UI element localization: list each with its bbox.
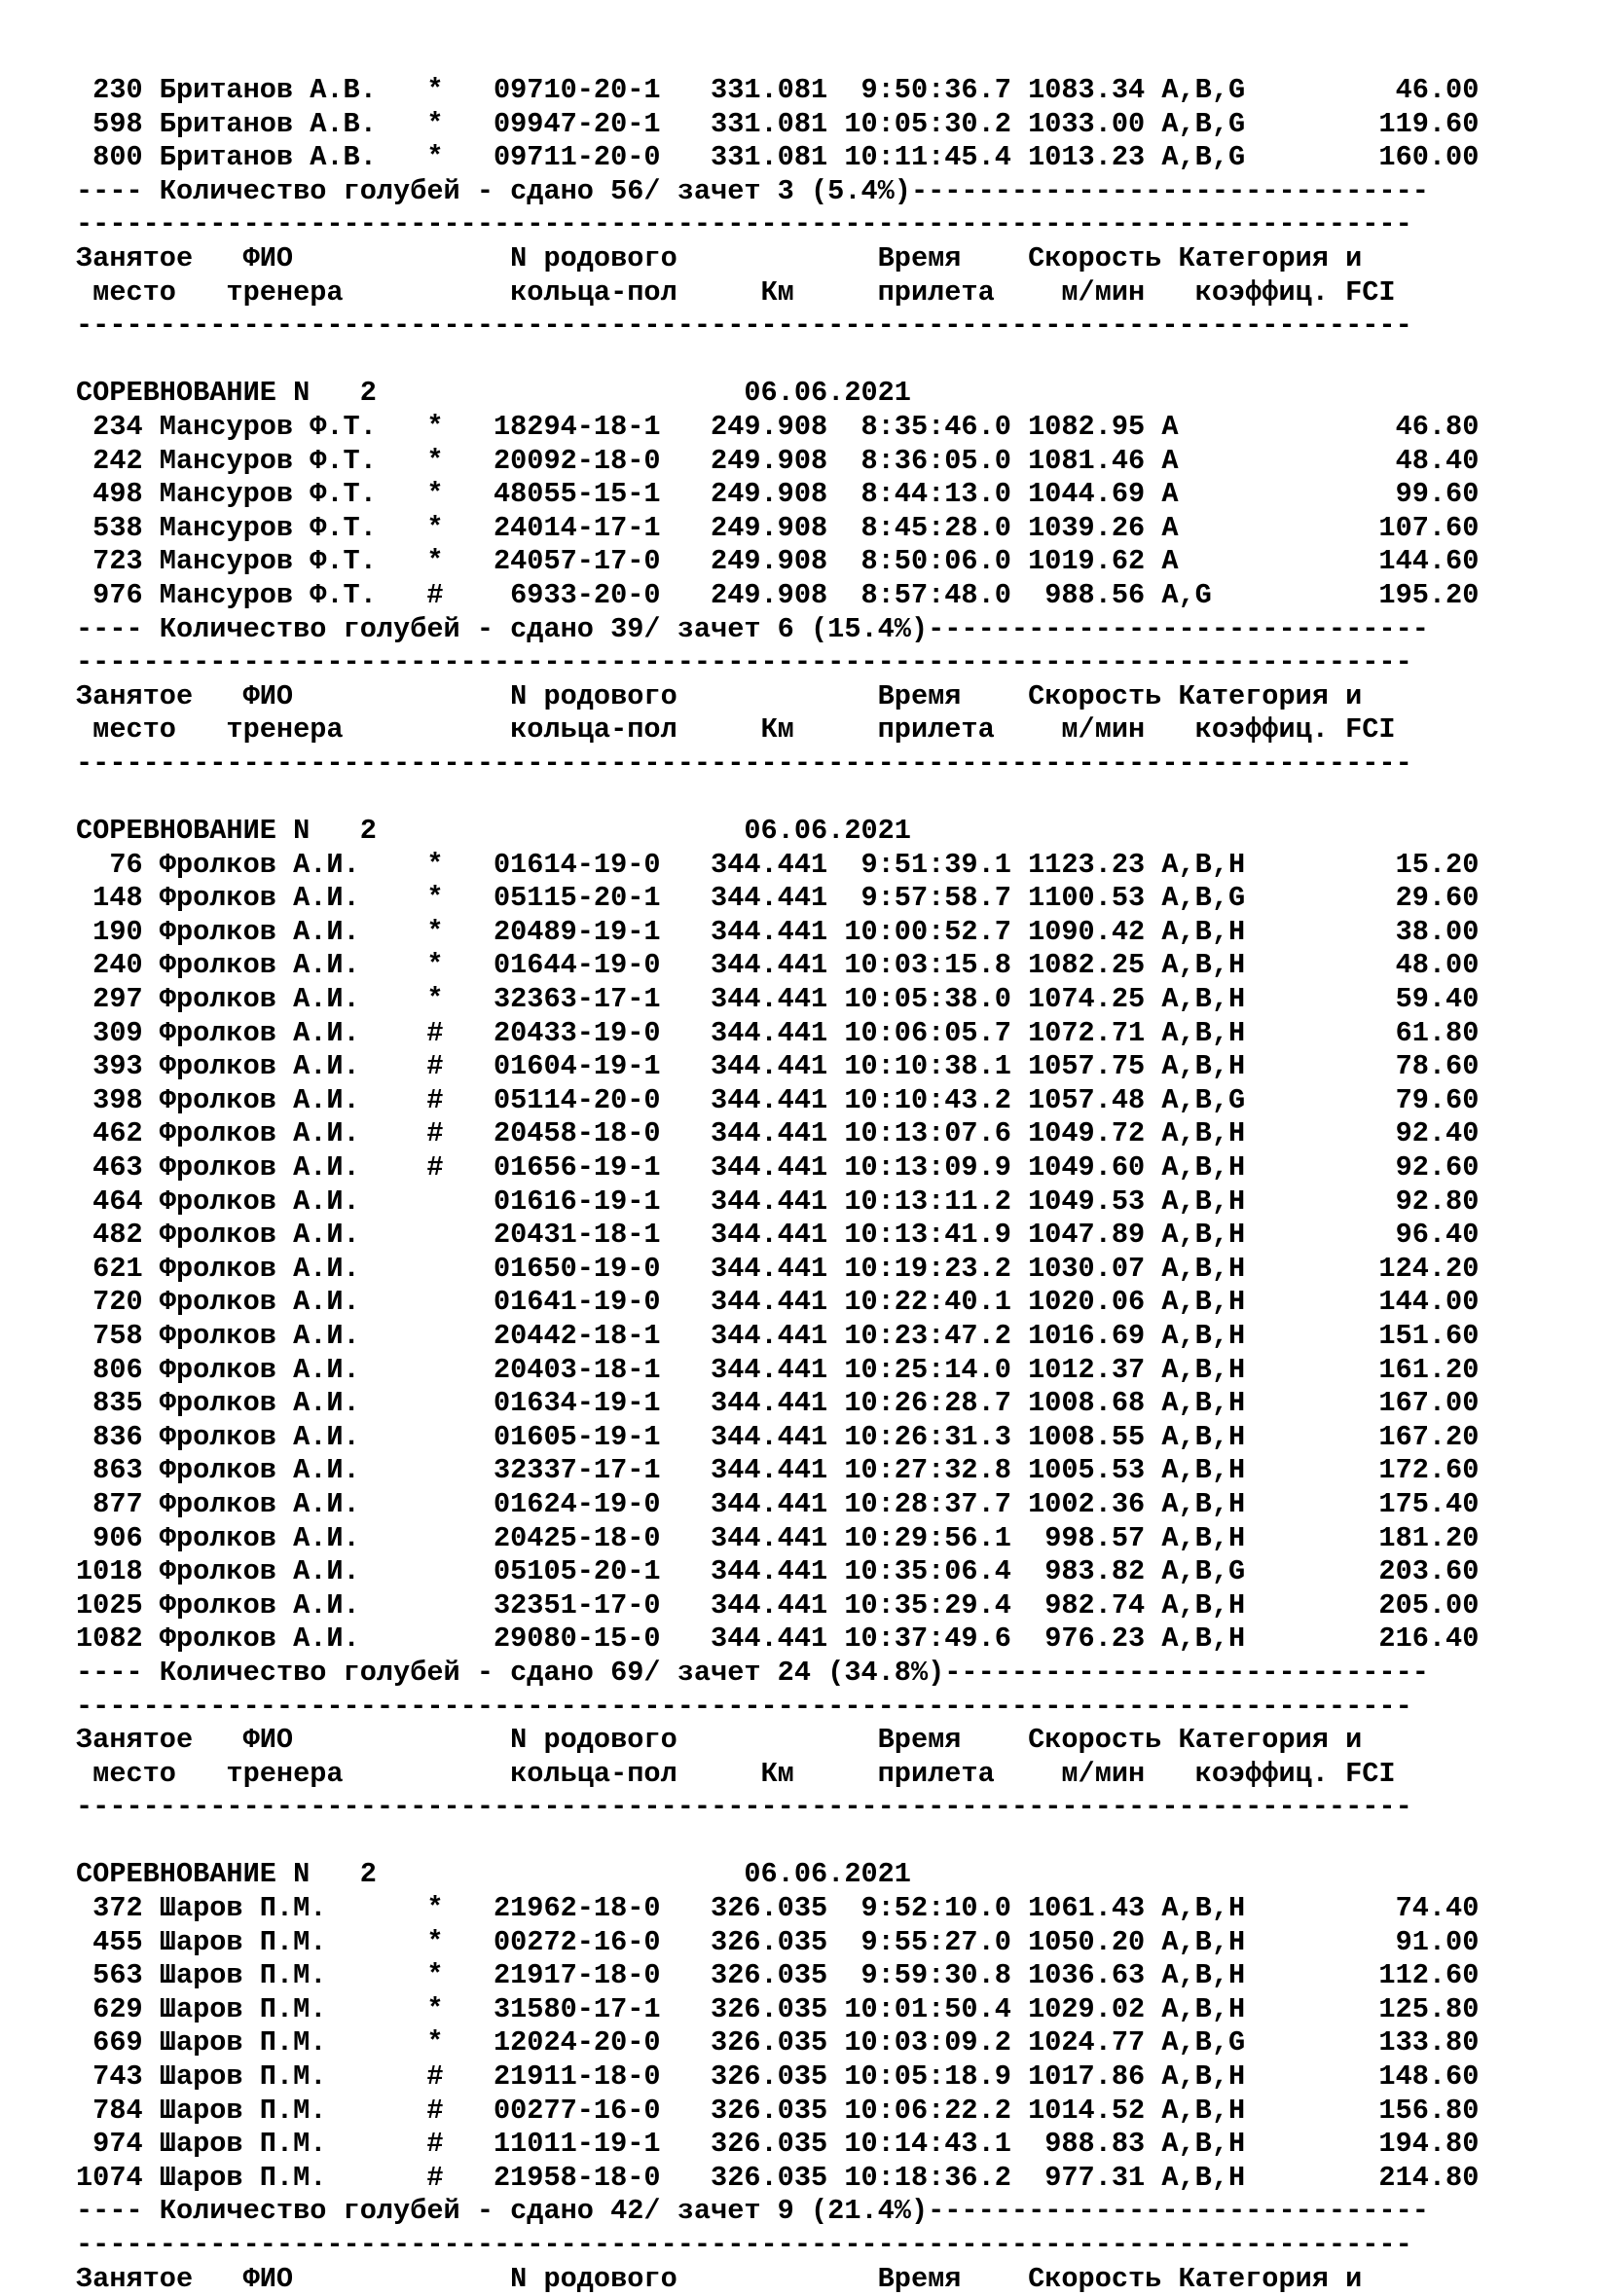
table-row: 297 Фролков А.И. * 32363-17-1 344.441 10:05:38.0 1074.25 A,B,H 59.40 [76,983,1480,1016]
spacer-line [76,781,1555,815]
table-row: 598 Британов А.В. * 09947-20-1 331.081 10:05:30.2 1033.00 A,B,G 119.60 [76,107,1480,140]
table-row: 148 Фролков А.И. * 05115-20-1 344.441 9:57:58.7 1100.53 A,B,G 29.60 [76,882,1480,915]
table-header-line-2: место тренера кольца-пол Км прилета м/мин коэффиц. FCI [76,1757,1396,1790]
results-sheet [76,74,1555,2296]
table-row: 800 Британов А.В. * 09711-20-0 331.081 10:11:45.4 1013.23 A,B,G 160.00 [76,141,1480,174]
table-row: 906 Фролков А.И. 20425-18-0 344.441 10:29:56.1 998.57 A,B,H 181.20 [76,1521,1480,1554]
table-header-line-2: место тренера кольца-пол Км прилета м/мин коэффиц. FCI [76,713,1396,747]
table-row: 398 Фролков А.И. # 05114-20-0 344.441 10:10:43.2 1057.48 A,B,G 79.60 [76,1083,1480,1116]
table-row: 723 Мансуров Ф.Т. * 24057-17-0 249.908 8:50:06.0 1019.62 A 144.60 [76,545,1480,578]
separator-line: -------------------------------------------------------------------------------- [76,310,1412,343]
table-row: 464 Фролков А.И. 01616-19-1 344.441 10:13:11.2 1049.53 A,B,H 92.80 [76,1184,1480,1218]
table-header-line-2: место тренера кольца-пол Км прилета м/мин коэффиц. FCI [76,275,1396,309]
table-row: 372 Шаров П.М. * 21962-18-0 326.035 9:52:10.0 1061.43 A,B,H 74.40 [76,1892,1480,1925]
table-row: 877 Фролков А.И. 01624-19-0 344.441 10:28:37.7 1002.36 A,B,H 175.40 [76,1487,1480,1520]
separator-line: -------------------------------------------------------------------------------- [76,747,1412,780]
table-row: 720 Фролков А.И. 01641-19-0 344.441 10:22:40.1 1020.06 A,B,H 144.00 [76,1286,1480,1319]
separator-line: -------------------------------------------------------------------------------- [76,1690,1412,1723]
table-row: 1018 Фролков А.И. 05105-20-1 344.441 10:35:06.4 983.82 A,B,G 203.60 [76,1555,1480,1588]
table-row: 309 Фролков А.И. # 20433-19-0 344.441 10:06:05.7 1072.71 A,B,H 61.80 [76,1016,1480,1049]
table-row: 976 Мансуров Ф.Т. # 6933-20-0 249.908 8:57:48.0 988.56 A,G 195.20 [76,578,1480,611]
table-row: 482 Фролков А.И. 20431-18-1 344.441 10:13:41.9 1047.89 A,B,H 96.40 [76,1219,1480,1252]
table-row: 621 Фролков А.И. 01650-19-0 344.441 10:19:23.2 1030.07 A,B,H 124.20 [76,1252,1480,1285]
table-row: 462 Фролков А.И. # 20458-18-0 344.441 10:13:07.6 1049.72 A,B,H 92.40 [76,1117,1480,1150]
table-row: 230 Британов А.В. * 09710-20-1 331.081 9:50:36.7 1083.34 A,B,G 46.00 [76,74,1480,106]
table-row: 863 Фролков А.И. 32337-17-1 344.441 10:27:32.8 1005.53 A,B,H 172.60 [76,1454,1480,1487]
competition-title: СОРЕВНОВАНИЕ N 2 06.06.2021 [76,1858,911,1891]
separator-line: -------------------------------------------------------------------------------- [76,646,1412,679]
table-row: 835 Фролков А.И. 01634-19-1 344.441 10:26:28.7 1008.68 A,B,H 167.00 [76,1387,1480,1420]
summary-line: ---- Количество голубей - сдано 39/ зачет 6 (15.4%)------------------------------ [76,612,1429,645]
separator-line: -------------------------------------------------------------------------------- [76,1791,1412,1824]
table-row: 758 Фролков А.И. 20442-18-1 344.441 10:23:47.2 1016.69 A,B,H 151.60 [76,1319,1480,1352]
table-row: 974 Шаров П.М. # 11011-19-1 326.035 10:14:43.1 988.83 A,B,H 194.80 [76,2128,1480,2161]
table-row: 393 Фролков А.И. # 01604-19-1 344.441 10:10:38.1 1057.75 A,B,H 78.60 [76,1050,1480,1083]
table-row: 190 Фролков А.И. * 20489-19-1 344.441 10:00:52.7 1090.42 A,B,H 38.00 [76,915,1480,948]
table-row: 455 Шаров П.М. * 00272-16-0 326.035 9:55:27.0 1050.20 A,B,H 91.00 [76,1925,1480,1958]
table-row: 538 Мансуров Ф.Т. * 24014-17-1 249.908 8:45:28.0 1039.26 A 107.60 [76,511,1480,544]
table-header-line-1: Занятое ФИО N родового Время Скорость Категория и [76,2262,1363,2295]
table-row: 463 Фролков А.И. # 01656-19-1 344.441 10:13:09.9 1049.60 A,B,H 92.60 [76,1151,1480,1184]
table-row: 242 Мансуров Ф.Т. * 20092-18-0 249.908 8:36:05.0 1081.46 A 48.40 [76,444,1480,477]
table-header-line-1: Занятое ФИО N родового Время Скорость Категория и [76,1724,1363,1757]
competition-title: СОРЕВНОВАНИЕ N 2 06.06.2021 [76,815,911,848]
spacer-line [76,1825,1555,1859]
table-row: 1082 Фролков А.И. 29080-15-0 344.441 10:37:49.6 976.23 A,B,H 216.40 [76,1622,1480,1656]
table-row: 743 Шаров П.М. # 21911-18-0 326.035 10:05:18.9 1017.86 A,B,H 148.60 [76,2060,1480,2094]
table-row: 498 Мансуров Ф.Т. * 48055-15-1 249.908 8:44:13.0 1044.69 A 99.60 [76,478,1480,511]
table-row: 836 Фролков А.И. 01605-19-1 344.441 10:26:31.3 1008.55 A,B,H 167.20 [76,1420,1480,1453]
separator-line: -------------------------------------------------------------------------------- [76,208,1412,241]
spacer-line [76,344,1555,378]
competition-title: СОРЕВНОВАНИЕ N 2 06.06.2021 [76,377,911,410]
table-row: 806 Фролков А.И. 20403-18-1 344.441 10:25:14.0 1012.37 A,B,H 161.20 [76,1353,1480,1386]
table-header-line-1: Занятое ФИО N родового Время Скорость Категория и [76,679,1363,712]
summary-line: ---- Количество голубей - сдано 56/ зачет 3 (5.4%)------------------------------- [76,174,1429,207]
table-row: 76 Фролков А.И. * 01614-19-0 344.441 9:51:39.1 1123.23 A,B,H 15.20 [76,848,1480,881]
summary-line: ---- Количество голубей - сдано 42/ зачет 9 (21.4%)------------------------------ [76,2195,1429,2228]
table-row: 234 Мансуров Ф.Т. * 18294-18-1 249.908 8:35:46.0 1082.95 A 46.80 [76,410,1480,443]
summary-line: ---- Количество голубей - сдано 69/ зачет 24 (34.8%)----------------------------- [76,1656,1429,1689]
table-row: 1025 Фролков А.И. 32351-17-0 344.441 10:35:29.4 982.74 A,B,H 205.00 [76,1588,1480,1622]
table-row: 563 Шаров П.М. * 21917-18-0 326.035 9:59:30.8 1036.63 A,B,H 112.60 [76,1959,1480,1992]
table-row: 629 Шаров П.М. * 31580-17-1 326.035 10:01:50.4 1029.02 A,B,H 125.80 [76,1992,1480,2025]
table-row: 669 Шаров П.М. * 12024-20-0 326.035 10:03:09.2 1024.77 A,B,G 133.80 [76,2026,1480,2059]
table-row: 240 Фролков А.И. * 01644-19-0 344.441 10:03:15.8 1082.25 A,B,H 48.00 [76,949,1480,982]
table-header-line-1: Занятое ФИО N родового Время Скорость Категория и [76,241,1363,274]
separator-line: -------------------------------------------------------------------------------- [76,2229,1412,2261]
table-row: 1074 Шаров П.М. # 21958-18-0 326.035 10:18:36.2 977.31 A,B,H 214.80 [76,2161,1480,2194]
table-row: 784 Шаров П.М. # 00277-16-0 326.035 10:06:22.2 1014.52 A,B,H 156.80 [76,2094,1480,2127]
